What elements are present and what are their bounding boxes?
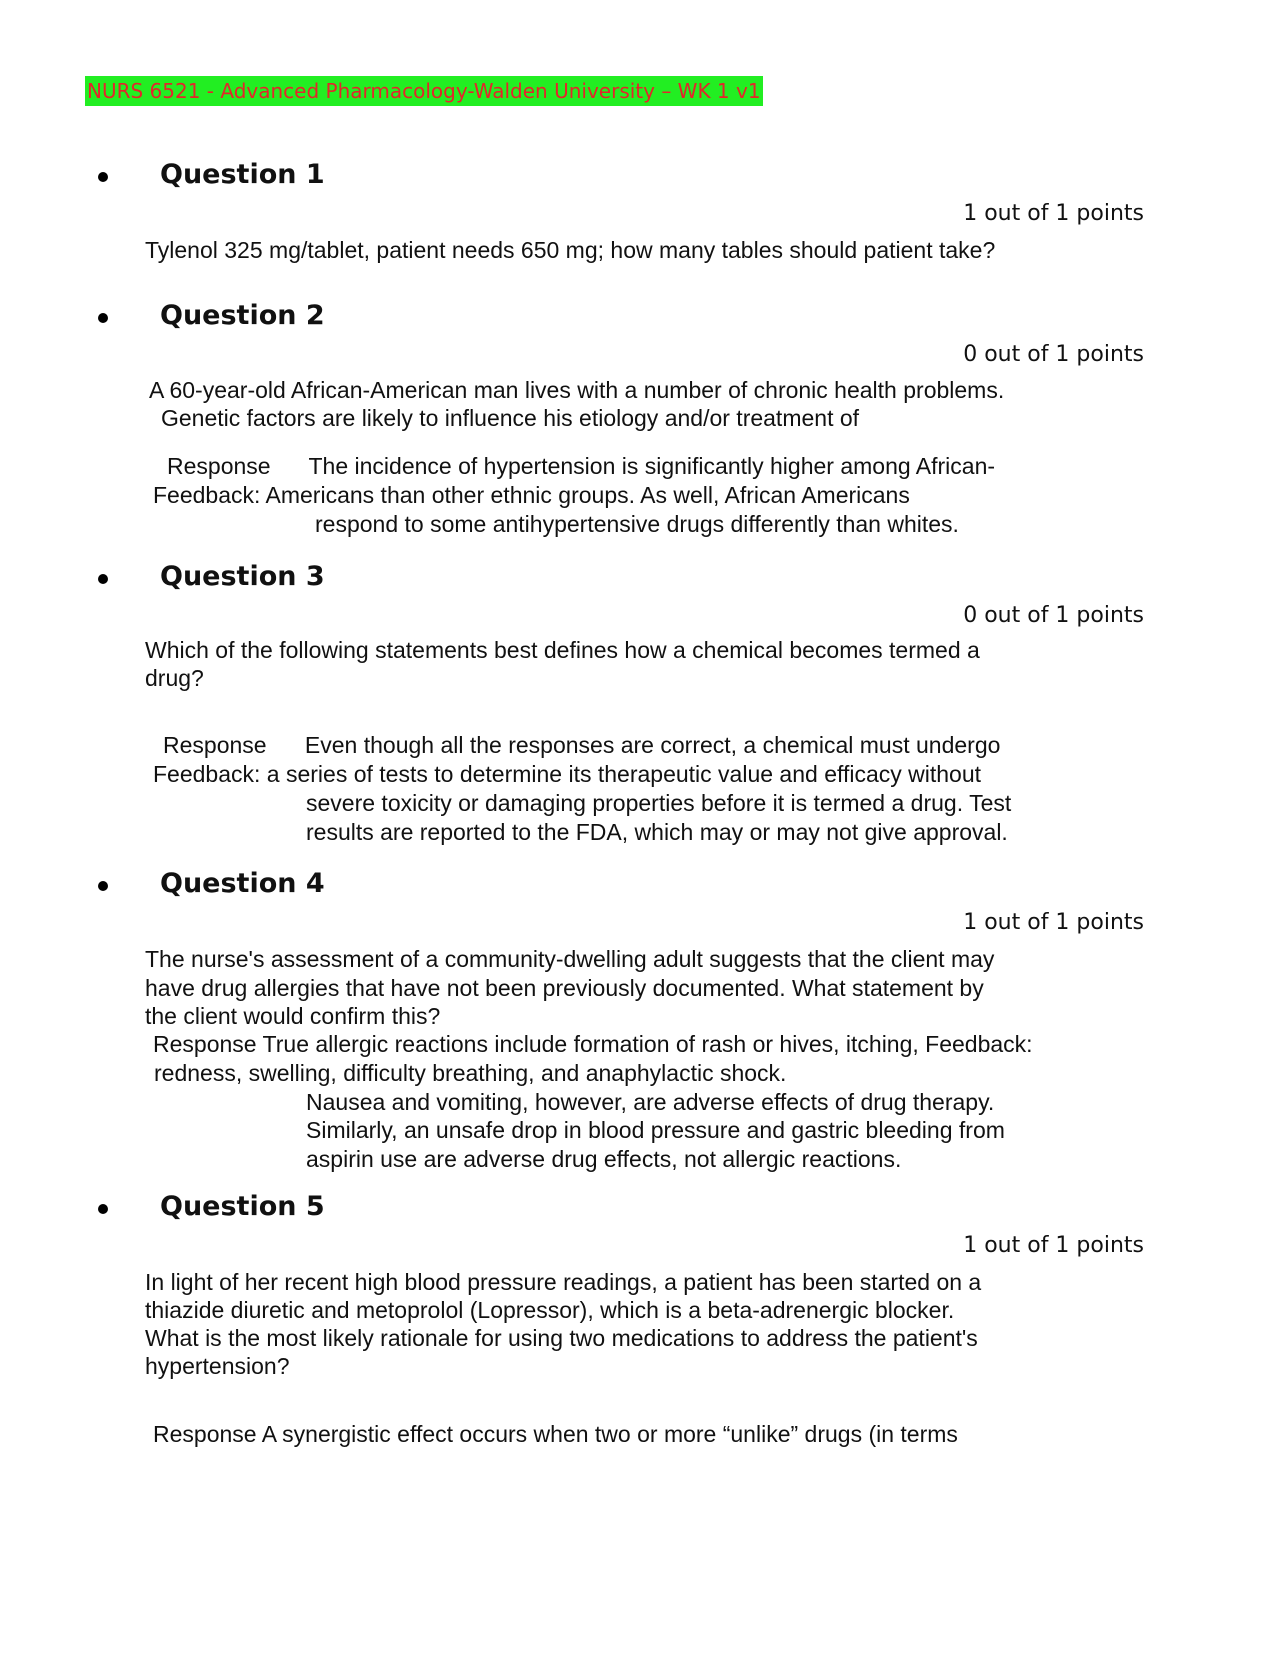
question-5-text-line: thiazide diuretic and metoprolol (Lopressor), which is a beta-adrenergic blocker. <box>145 1297 955 1323</box>
question-5-points: 1 out of 1 points <box>963 1233 1144 1258</box>
question-2-text-line: A 60-year-old African-American man lives with a number of chronic health problems. <box>149 377 1005 403</box>
question-5-text-line: hypertension? <box>145 1353 290 1379</box>
bullet-icon <box>98 172 108 182</box>
question-4-text-line: The nurse's assessment of a community-dwelling adult suggests that the client may <box>145 946 995 972</box>
question-1-points: 1 out of 1 points <box>963 201 1144 226</box>
question-4-points: 1 out of 1 points <box>963 910 1144 935</box>
question-3-feedback-line: Feedback: a series of tests to determine its therapeutic value and efficacy without <box>153 761 982 787</box>
question-5-feedback-line: Response A synergistic effect occurs when two or more “unlike” drugs (in terms <box>153 1421 958 1447</box>
question-5-text-line: In light of her recent high blood pressure readings, a patient has been started on a <box>145 1269 982 1295</box>
question-2-feedback-line: Feedback: Americans than other ethnic groups. As well, African Americans <box>153 482 910 508</box>
question-2-text-line: Genetic factors are likely to influence his etiology and/or treatment of <box>161 405 860 431</box>
bullet-icon <box>98 1204 108 1214</box>
question-3-title: Question 3 <box>160 561 325 592</box>
question-3-feedback-line: severe toxicity or damaging properties before it is termed a drug. Test <box>306 790 1012 816</box>
bullet-icon <box>98 574 108 584</box>
question-1-title: Question 1 <box>160 159 325 190</box>
question-4-text-line: the client would confirm this? <box>145 1003 441 1029</box>
question-2-points: 0 out of 1 points <box>963 342 1144 367</box>
question-3-feedback-line: results are reported to the FDA, which may or may not give approval. <box>306 819 1008 845</box>
question-4-text-line: have drug allergies that have not been previously documented. What statement by <box>145 975 984 1001</box>
question-4-feedback-line: Similarly, an unsafe drop in blood pressure and gastric bleeding from <box>306 1117 1005 1143</box>
question-2-feedback-line: respond to some antihypertensive drugs differently than whites. <box>315 511 959 537</box>
question-4-title: Question 4 <box>160 868 325 899</box>
question-4-feedback-line: Nausea and vomiting, however, are adverse effects of drug therapy. <box>306 1089 995 1115</box>
document-header: NURS 6521 - Advanced Pharmacology-Walden University – WK 1 v1 <box>85 76 763 106</box>
question-4-feedback-line: aspirin use are adverse drug effects, not allergic reactions. <box>306 1146 902 1172</box>
question-1-text: Tylenol 325 mg/tablet, patient needs 650 mg; how many tables should patient take? <box>145 237 996 263</box>
question-4-feedback-line: redness, swelling, difficulty breathing, and anaphylactic shock. <box>154 1060 787 1086</box>
question-5-title: Question 5 <box>160 1191 325 1222</box>
question-3-text-line: drug? <box>145 665 204 691</box>
bullet-icon <box>98 881 108 891</box>
question-5-text-line: What is the most likely rationale for using two medications to address the patient's <box>145 1325 978 1351</box>
question-2-feedback-line: Response The incidence of hypertension is significantly higher among African- <box>167 453 996 479</box>
question-3-feedback-line: Response Even though all the responses are correct, a chemical must undergo <box>163 732 1001 758</box>
question-3-text-line: Which of the following statements best defines how a chemical becomes termed a <box>145 637 980 663</box>
bullet-icon <box>98 313 108 323</box>
question-2-title: Question 2 <box>160 300 325 331</box>
question-4-feedback-line: Response True allergic reactions include formation of rash or hives, itching, Feedback: <box>153 1031 1033 1057</box>
question-3-points: 0 out of 1 points <box>963 603 1144 628</box>
